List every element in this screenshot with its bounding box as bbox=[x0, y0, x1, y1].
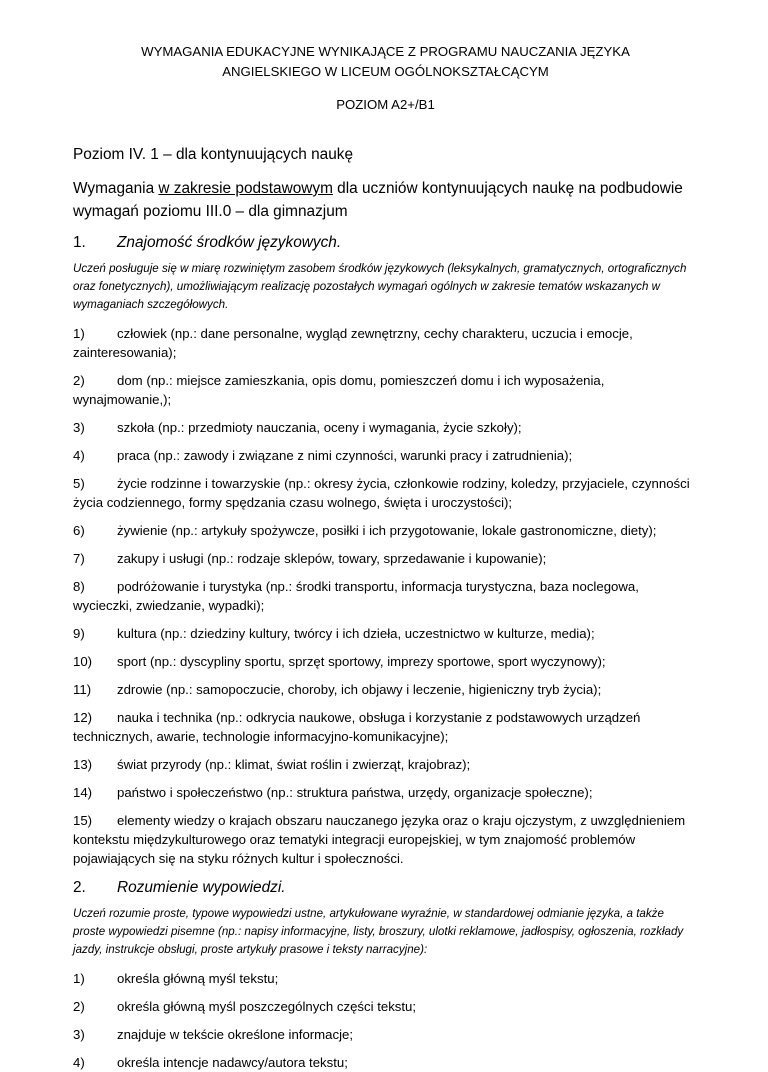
list-item-text: świat przyrody (np.: klimat, świat roślin i zwierząt, krajobraz); bbox=[117, 757, 471, 772]
requirements-suffix: dla uczniów kontynuujących naukę na podbudowie wymagań poziomu III.0 – dla gimnazjum bbox=[73, 180, 683, 220]
list-item bbox=[73, 997, 698, 1016]
list-item bbox=[73, 708, 698, 746]
list-item bbox=[73, 549, 698, 568]
list-item-text: określa główną myśl poszczególnych części tekstu; bbox=[117, 999, 417, 1014]
list-item-text: elementy wiedzy o krajach obszaru nauczanego języka oraz o kraju ojczystym, z uwzględnieniem kontekstu międzykulturowego oraz tematyki integracji europejskiej, w tym znajomość problemów pojawiających się na styku różnych kultur i społeczności. bbox=[73, 813, 686, 866]
list-item-number: 3) bbox=[73, 420, 85, 435]
list-item-number: 4) bbox=[73, 1055, 85, 1070]
list-item bbox=[73, 652, 698, 671]
section-2-number: 2. bbox=[73, 879, 86, 896]
list-item-number: 4) bbox=[73, 448, 85, 463]
list-item-number: 10) bbox=[73, 654, 93, 669]
requirements-heading bbox=[73, 177, 698, 223]
list-item-number: 13) bbox=[73, 757, 93, 772]
list-item-number: 7) bbox=[73, 551, 85, 566]
list-item-text: nauka i technika (np.: odkrycia naukowe, obsługa i korzystanie z podstawowych urządzeń technicznych, awarie, technologie informacyjno-komunikacyjne); bbox=[73, 710, 641, 744]
list-item-number: 5) bbox=[73, 476, 85, 491]
list-item-text: państwo i społeczeństwo (np.: struktura państwa, urzędy, organizacje społeczne); bbox=[117, 785, 593, 800]
list-item-text: podróżowanie i turystyka (np.: środki transportu, informacja turystyczna, baza noclegowa, wycieczki, zwiedzanie, wypadki); bbox=[73, 579, 639, 613]
list-item bbox=[73, 521, 698, 540]
list-item-number: 8) bbox=[73, 579, 85, 594]
list-item-number: 3) bbox=[73, 1027, 85, 1042]
section-1-title: Znajomość środków językowych. bbox=[117, 234, 342, 251]
list-item bbox=[73, 755, 698, 774]
section-2-list bbox=[73, 969, 698, 1072]
document-title-line-1: WYMAGANIA EDUKACYJNE WYNIKAJĄCE Z PROGRAMU NAUCZANIA JĘZYKA bbox=[141, 44, 630, 59]
list-item-number: 6) bbox=[73, 523, 85, 538]
list-item-text: praca (np.: zawody i związane z nimi czynności, warunki pracy i zatrudnienia); bbox=[117, 448, 573, 463]
list-item-text: dom (np.: miejsce zamieszkania, opis domu, pomieszczeń domu i ich wyposażenia, wynajmowanie,); bbox=[73, 373, 605, 407]
section-2-intro: Uczeń rozumie proste, typowe wypowiedzi ustne, artykułowane wyraźnie, w standardowej odmianie języka, a także proste wypowiedzi pisemne (np.: napisy informacyjne, listy, broszury, ulotki reklamowe, jadłospisy, ogłoszenia, rozkłady jazdy, instrukcje obsługi, proste artykuły prasowe i teksty narracyjne): bbox=[73, 907, 684, 956]
poziom-heading: Poziom IV. 1 – dla kontynuujących naukę bbox=[73, 146, 354, 163]
list-item-number: 12) bbox=[73, 710, 93, 725]
section-1-heading bbox=[73, 232, 698, 254]
list-item bbox=[73, 418, 698, 437]
list-item bbox=[73, 969, 698, 988]
list-item-number: 15) bbox=[73, 813, 93, 828]
section-2-heading bbox=[73, 877, 698, 899]
section-1-list bbox=[73, 324, 698, 868]
requirements-prefix: Wymagania bbox=[73, 180, 159, 197]
list-item bbox=[73, 324, 698, 362]
list-item bbox=[73, 811, 698, 868]
list-item bbox=[73, 446, 698, 465]
list-item-text: życie rodzinne i towarzyskie (np.: okresy życia, członkowie rodziny, koledzy, przyjaciele, czynności życia codziennego, formy spędzania czasu wolnego, święta i uroczystości); bbox=[73, 476, 690, 510]
list-item bbox=[73, 783, 698, 802]
list-item bbox=[73, 1053, 698, 1072]
list-item-number: 9) bbox=[73, 626, 85, 641]
list-item bbox=[73, 1025, 698, 1044]
list-item-text: człowiek (np.: dane personalne, wygląd zewnętrzny, cechy charakteru, uczucia i emocje, zainteresowania); bbox=[73, 326, 633, 360]
list-item-number: 11) bbox=[73, 682, 92, 697]
list-item-text: sport (np.: dyscypliny sportu, sprzęt sportowy, imprezy sportowe, sport wyczynowy); bbox=[117, 654, 606, 669]
list-item-text: znajduje w tekście określone informacje; bbox=[117, 1027, 354, 1042]
section-2-title: Rozumienie wypowiedzi. bbox=[117, 879, 286, 896]
section-1-intro: Uczeń posługuje się w miarę rozwiniętym zasobem środków językowych (leksykalnych, gramatycznych, ortograficznych oraz fonetycznych), umożliwiającym realizację pozostałych wymagań ogólnych w zakresie tematów wskazanych w wymaganiach szczegółowych. bbox=[73, 262, 687, 311]
list-item-number: 2) bbox=[73, 999, 85, 1014]
list-item-number: 14) bbox=[73, 785, 93, 800]
document-title-line-2: ANGIELSKIEGO W LICEUM OGÓLNOKSZTAŁCĄCYM bbox=[222, 64, 549, 79]
list-item-text: zdrowie (np.: samopoczucie, choroby, ich objawy i leczenie, higieniczny tryb życia); bbox=[117, 682, 602, 697]
list-item-number: 2) bbox=[73, 373, 85, 388]
list-item bbox=[73, 624, 698, 643]
list-item-text: żywienie (np.: artykuły spożywcze, posiłki i ich przygotowanie, lokale gastronomiczne, diety); bbox=[117, 523, 657, 538]
list-item-text: określa intencje nadawcy/autora tekstu; bbox=[117, 1055, 348, 1070]
list-item-text: szkoła (np.: przedmioty nauczania, oceny i wymagania, życie szkoły); bbox=[117, 420, 522, 435]
list-item-text: określa główną myśl tekstu; bbox=[117, 971, 279, 986]
list-item-text: kultura (np.: dziedziny kultury, twórcy i ich dzieła, uczestnictwo w kulturze, media); bbox=[117, 626, 595, 641]
list-item-number: 1) bbox=[73, 971, 85, 986]
document-page bbox=[0, 42, 768, 1070]
list-item bbox=[73, 371, 698, 409]
list-item bbox=[73, 577, 698, 615]
list-item-number: 1) bbox=[73, 326, 85, 341]
section-1-number: 1. bbox=[73, 234, 86, 251]
level-heading: POZIOM A2+/B1 bbox=[336, 97, 435, 112]
list-item bbox=[73, 474, 698, 512]
requirements-underlined: w zakresie podstawowym bbox=[158, 180, 333, 197]
list-item bbox=[73, 680, 698, 699]
list-item-text: zakupy i usługi (np.: rodzaje sklepów, towary, sprzedawanie i kupowanie); bbox=[117, 551, 547, 566]
